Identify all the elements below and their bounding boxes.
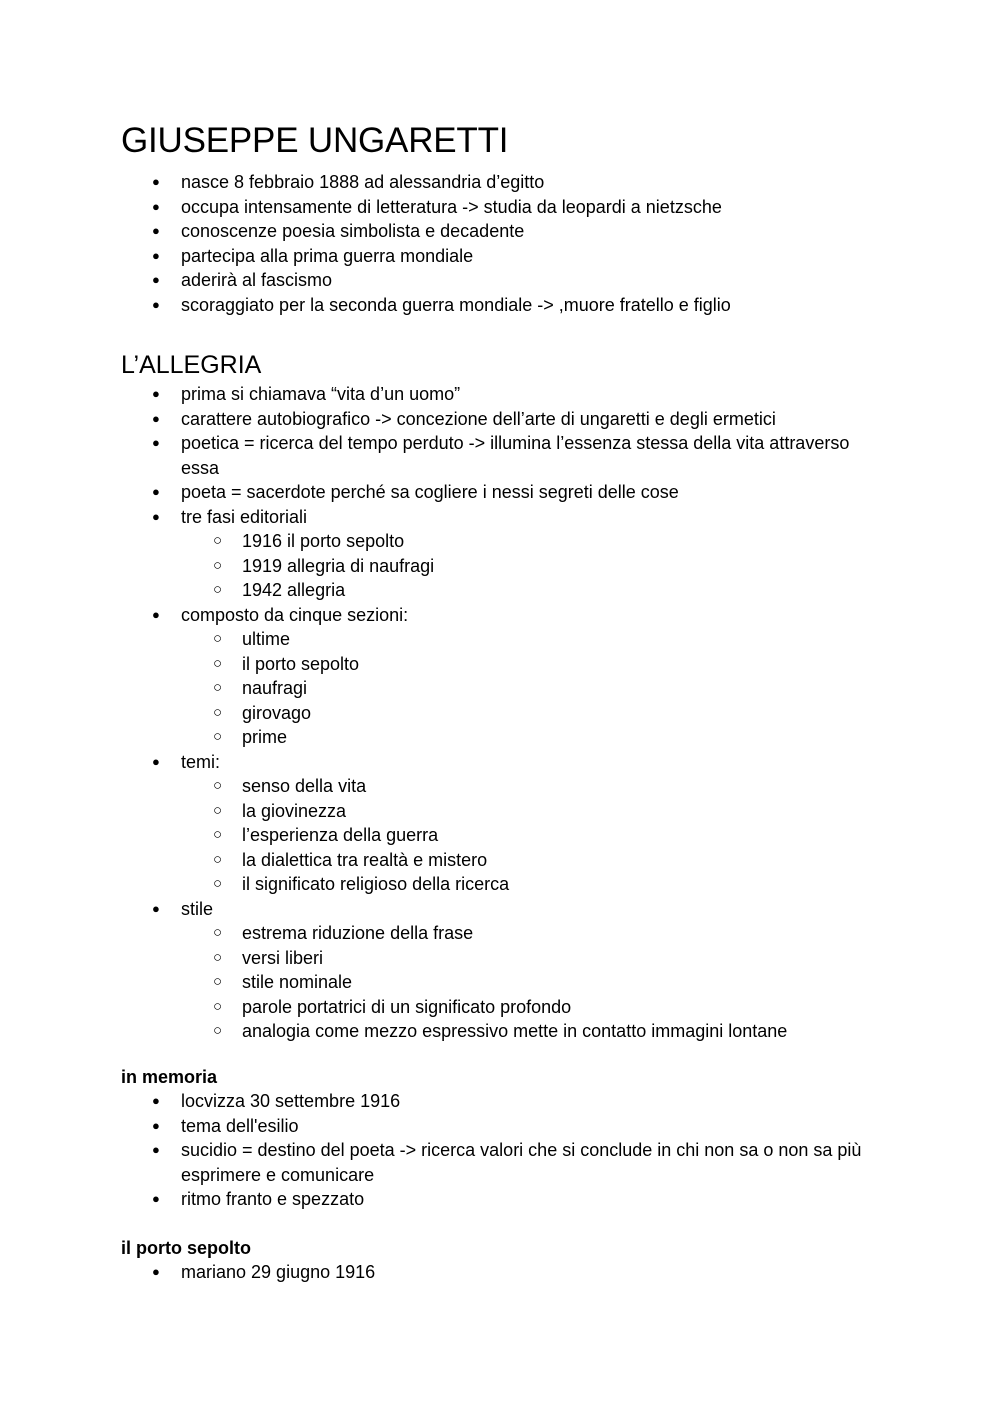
sublist-item: ○ ultime	[181, 627, 881, 652]
circle-bullet-icon: ○	[213, 581, 223, 598]
circle-bullet-icon: ○	[213, 875, 223, 892]
circle-bullet-icon: ○	[213, 532, 223, 549]
list-item: ● aderirà al fascismo	[0, 268, 881, 293]
sublist-fasi	[181, 529, 881, 603]
sublist-item: ○ senso della vita	[181, 774, 881, 799]
circle-bullet-icon: ○	[213, 654, 223, 672]
list-item: ● poetica = ricerca del tempo perduto -> illumina l’essenza stessa della vita attraverso essa	[152, 433, 850, 478]
circle-bullet-icon: ○	[213, 728, 223, 745]
list-item: ● carattere autobiografico -> concezione dell’arte di ungaretti e degli ermetici	[0, 407, 881, 432]
intro-list	[0, 170, 881, 317]
in-memoria-list	[0, 1089, 881, 1212]
sublist-item: ○ il significato religioso della ricerca	[181, 872, 881, 897]
circle-bullet-icon: ○	[213, 777, 223, 794]
sublist-temi	[181, 774, 881, 897]
circle-bullet-icon: ○	[213, 973, 223, 990]
bullet-icon: ●	[152, 435, 160, 450]
list-item: ● scoraggiato per la seconda guerra mondiale -> ,muore fratello e figlio	[0, 293, 881, 318]
sublist-item: ○ il porto sepolto	[181, 652, 881, 677]
bullet-icon: ●	[152, 223, 160, 238]
circle-bullet-icon: ○	[213, 1022, 223, 1039]
bullet-icon: ●	[152, 900, 160, 916]
bullet-icon: ●	[152, 247, 160, 263]
sublist-item: ○ la giovinezza	[181, 799, 881, 824]
list-item: ● tre fasi editoriali ○ 1916 il porto sepolto ○ 1919 allegria di naufragi ○ 1942 allegria	[0, 505, 881, 603]
bullet-icon: ●	[152, 753, 160, 769]
circle-bullet-icon: ○	[213, 826, 223, 843]
bullet-icon: ●	[152, 1264, 160, 1279]
bullet-icon: ●	[152, 1191, 160, 1206]
circle-bullet-icon: ○	[213, 948, 223, 966]
sublist-sezioni	[181, 627, 881, 750]
sublist-item: ○ 1942 allegria	[181, 578, 881, 603]
section-heading-porto-sepolto: il porto sepolto	[121, 1238, 251, 1258]
list-item: ● prima si chiamava “vita d’un uomo”	[0, 382, 881, 407]
circle-bullet-icon: ○	[213, 801, 223, 819]
porto-sepolto-list	[0, 1260, 881, 1285]
bullet-icon: ●	[152, 1142, 160, 1157]
list-item: ● nasce 8 febbraio 1888 ad alessandria d’egitto	[0, 170, 881, 195]
sublist-item: ○ versi liberi	[181, 946, 881, 971]
sublist-item: ○ girovago	[181, 701, 881, 726]
circle-bullet-icon: ○	[213, 679, 223, 696]
bullet-icon: ●	[152, 508, 160, 524]
bullet-icon: ●	[152, 1117, 160, 1133]
page-title: GIUSEPPE UNGARETTI	[121, 121, 509, 160]
bullet-icon: ●	[152, 1093, 160, 1108]
list-item: ● poeta = sacerdote perché sa cogliere i nessi segreti delle cose	[0, 480, 881, 505]
list-item: ● partecipa alla prima guerra mondiale	[0, 244, 881, 269]
list-item: ● composto da cinque sezioni: ○ ultime ○ il porto sepolto ○ naufragi ○ girovago ○ prime	[0, 603, 881, 750]
circle-bullet-icon: ○	[213, 997, 223, 1015]
bullet-icon: ●	[152, 606, 160, 622]
allegria-list	[0, 382, 881, 1044]
list-item: ● mariano 29 giugno 1916	[0, 1260, 881, 1285]
list-item: ● temi: ○ senso della vita ○ la giovinezza ○ l’esperienza della guerra ○ la dialettica tra realtà e mistero ○ il significato religioso della ricerca	[0, 750, 881, 897]
sublist-item: ○ estrema riduzione della frase	[181, 921, 881, 946]
bullet-icon: ●	[152, 174, 160, 189]
sublist-item: ○ prime	[181, 725, 881, 750]
list-item: ● stile ○ estrema riduzione della frase ○ versi liberi ○ stile nominale ○ parole portatrici di un significato profondo ○ analogia come mezzo espressivo mette in contatto immagini lontane	[0, 897, 881, 1044]
sublist-item: ○ analogia come mezzo espressivo mette in contatto immagini lontane	[181, 1019, 881, 1044]
circle-bullet-icon: ○	[213, 924, 223, 941]
list-item: ● tema dell'esilio	[0, 1114, 881, 1139]
bullet-icon: ●	[152, 198, 160, 214]
bullet-icon: ●	[152, 272, 160, 287]
circle-bullet-icon: ○	[213, 703, 223, 721]
sublist-item: ○ 1919 allegria di naufragi	[181, 554, 881, 579]
sublist-item: ○ 1916 il porto sepolto	[181, 529, 881, 554]
sublist-item: ○ l’esperienza della guerra	[181, 823, 881, 848]
list-item: ● occupa intensamente di letteratura -> studia da leopardi a nietzsche	[0, 195, 881, 220]
list-item: ● conoscenze poesia simbolista e decadente	[0, 219, 881, 244]
circle-bullet-icon: ○	[213, 556, 223, 574]
section-heading-allegria: L’ALLEGRIA	[121, 351, 262, 379]
bullet-icon: ●	[152, 484, 160, 499]
sublist-item: ○ stile nominale	[181, 970, 881, 995]
list-item: ● sucidio = destino del poeta -> ricerca valori che si conclude in chi non sa o non sa più esprimere e comunicare	[152, 1140, 862, 1185]
list-item: ● locvizza 30 settembre 1916	[0, 1089, 881, 1114]
sublist-item: ○ la dialettica tra realtà e mistero	[181, 848, 881, 873]
bullet-icon: ●	[152, 296, 160, 312]
circle-bullet-icon: ○	[213, 630, 223, 647]
sublist-item: ○ parole portatrici di un significato profondo	[181, 995, 881, 1020]
bullet-icon: ●	[152, 410, 160, 426]
list-item: ● ritmo franto e spezzato	[0, 1187, 881, 1212]
sublist-item: ○ naufragi	[181, 676, 881, 701]
bullet-icon: ●	[152, 386, 160, 401]
section-heading-in-memoria: in memoria	[121, 1067, 218, 1087]
sublist-stile	[181, 921, 881, 1044]
circle-bullet-icon: ○	[213, 850, 223, 868]
